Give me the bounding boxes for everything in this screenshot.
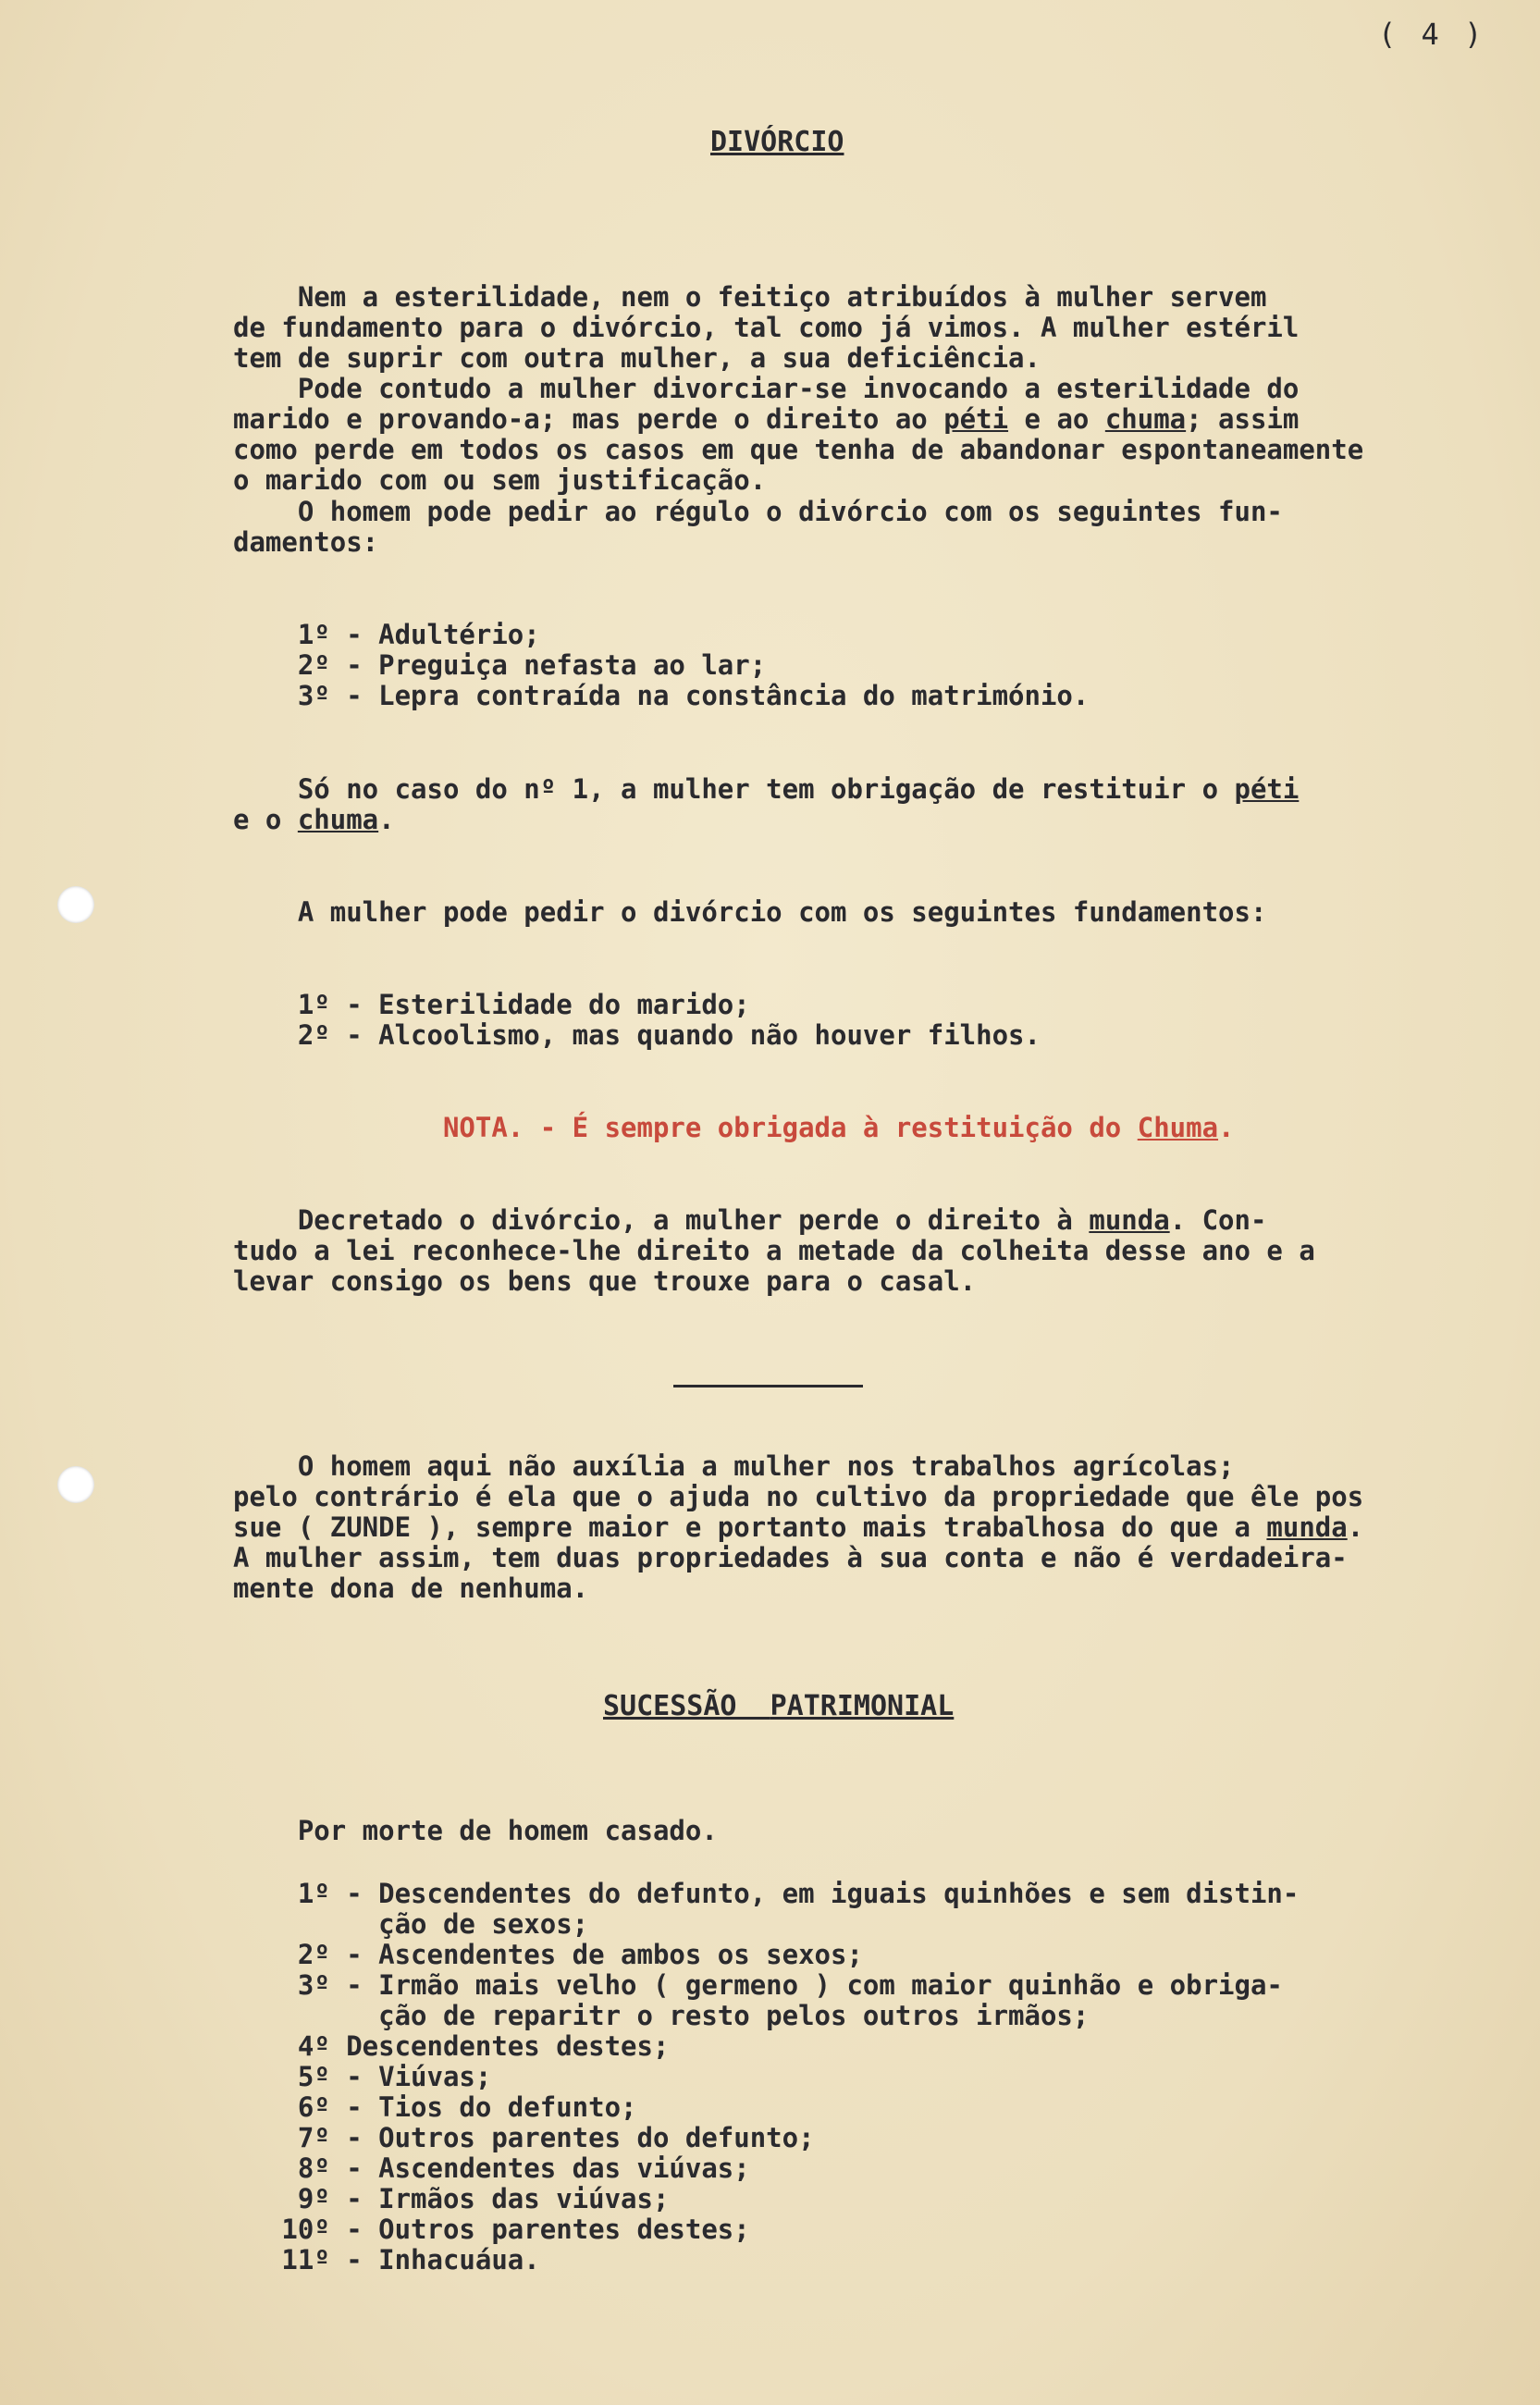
text-line: tudo a lei reconhece-lhe direito a metade da colheita desse ano e a [233, 1235, 1315, 1266]
term-munda: munda [1266, 1511, 1348, 1543]
term-chuma: chuma [297, 804, 379, 835]
list-item: ção de sexos; [233, 1908, 589, 1940]
text-line [233, 1205, 1528, 1236]
paragraph-7 [233, 1451, 1528, 1604]
women-grounds-list [233, 990, 1528, 1051]
text-line [233, 404, 1528, 435]
list-item: 2º - Alcoolismo, mas quando não houver filhos. [233, 1019, 1041, 1051]
text-segment: Só no caso do nº 1, a mulher tem obrigação de restituir o [233, 773, 1235, 805]
punch-hole-bottom [57, 1466, 94, 1503]
text-line: tem de suprir com outra mulher, a sua deficiência. [233, 342, 1041, 374]
text-line: pelo contrário é ela que o ajuda no cultivo da propriedade que êle pos [233, 1481, 1364, 1512]
list-item: 10º - Outros parentes destes; [233, 2214, 750, 2245]
text-line [233, 805, 1528, 835]
succession-list [233, 1879, 1528, 2276]
page-number: ( 4 ) [1378, 17, 1486, 52]
text-line: o marido com ou sem justificação. [233, 464, 767, 496]
list-item: 3º - Irmão mais velho ( germeno ) com maior quinhão e obriga- [233, 1969, 1283, 2001]
text-segment: e ao [1008, 403, 1105, 435]
list-item: 5º - Viúvas; [233, 2061, 492, 2092]
list-item: ção de reparitr o resto pelos outros irmãos; [233, 2000, 1090, 2031]
list-item: 6º - Tios do defunto; [233, 2091, 637, 2123]
paragraph-3 [233, 497, 1528, 558]
text-segment: . [1347, 1511, 1364, 1543]
text-line: de fundamento para o divórcio, tal como já vimos. A mulher estéril [233, 312, 1300, 343]
term-chuma: chuma [1104, 403, 1187, 435]
text-line: Pode contudo a mulher divorciar-se invocando a esterilidade do [233, 373, 1300, 404]
list-item: 2º - Preguiça nefasta ao lar; [233, 649, 767, 681]
paragraph-2 [233, 374, 1528, 496]
text-line: Nem a esterilidade, nem o feitiço atribuídos à mulher servem [233, 281, 1267, 313]
list-item: 3º - Lepra contraída na constância do matrimónio. [233, 680, 1090, 711]
text-segment: ; assim [1186, 403, 1300, 435]
text-line: O homem pode pedir ao régulo o divórcio com os seguintes fun- [233, 496, 1283, 527]
term-peti: péti [943, 403, 1009, 435]
text-segment: e o [233, 804, 298, 835]
list-item: 8º - Ascendentes das viúvas; [233, 2152, 750, 2184]
list-item: 1º - Esterilidade do marido; [233, 989, 750, 1020]
punch-hole-top [57, 886, 94, 923]
text-line [233, 774, 1528, 805]
paragraph-4 [233, 774, 1528, 835]
paragraph-6 [233, 1205, 1528, 1297]
list-item: 1º - Adultério; [233, 619, 540, 650]
term-munda: munda [1089, 1204, 1170, 1236]
text-segment: . [1218, 1112, 1235, 1143]
text-line [233, 1512, 1528, 1543]
sucessao-title [603, 1690, 954, 1722]
title-word: SUCESSÃO [603, 1690, 737, 1722]
text-line: A mulher assim, tem duas propriedades à sua conta e não é verdadeira- [233, 1542, 1348, 1573]
list-item: 4º Descendentes destes; [233, 2030, 670, 2062]
text-line: damentos: [233, 526, 379, 558]
list-item: 9º - Irmãos das viúvas; [233, 2183, 670, 2214]
list-item: 2º - Ascendentes de ambos os sexos; [233, 1939, 863, 1970]
paragraph-1 [233, 282, 1528, 374]
text-line: levar consigo os bens que trouxe para o casal. [233, 1265, 977, 1297]
list-item: 7º - Outros parentes do defunto; [233, 2122, 815, 2153]
sucessao-intro [233, 1816, 1528, 1846]
term-peti: péti [1234, 773, 1300, 805]
text-segment: Decretado o divórcio, a mulher perde o direito à [233, 1204, 1090, 1236]
text-segment: sue ( ZUNDE ), sempre maior e portanto mais trabalhosa do que a [233, 1511, 1267, 1543]
section-divider [673, 1385, 863, 1388]
text-segment: marido e provando-a; mas perde o direito ao [233, 403, 944, 435]
text-line: como perde em todos os casos em que tenha de abandonar espontaneamente [233, 434, 1364, 465]
text-line: A mulher pode pedir o divórcio com os seguintes fundamentos: [233, 896, 1267, 928]
text-line: mente dona de nenhuma. [233, 1572, 589, 1604]
text-segment: . [378, 804, 395, 835]
title-word: PATRIMONIAL [770, 1690, 955, 1722]
divorcio-title: DIVÓRCIO [710, 126, 844, 158]
text-segment: . Con- [1169, 1204, 1267, 1236]
nota [233, 1113, 1528, 1143]
text-line [233, 1113, 1528, 1143]
list-item: 11º - Inhacuáua. [233, 2244, 540, 2276]
paragraph-5 [233, 897, 1528, 928]
text-line: O homem aqui não auxília a mulher nos trabalhos agrícolas; [233, 1450, 1235, 1482]
text-line: Por morte de homem casado. [233, 1815, 718, 1846]
men-grounds-list [233, 620, 1528, 711]
text-segment: NOTA. - É sempre obrigada à restituição do [233, 1112, 1138, 1143]
list-item: 1º - Descendentes do defunto, em iguais quinhões e sem distin- [233, 1878, 1300, 1909]
term-chuma: Chuma [1137, 1112, 1219, 1143]
